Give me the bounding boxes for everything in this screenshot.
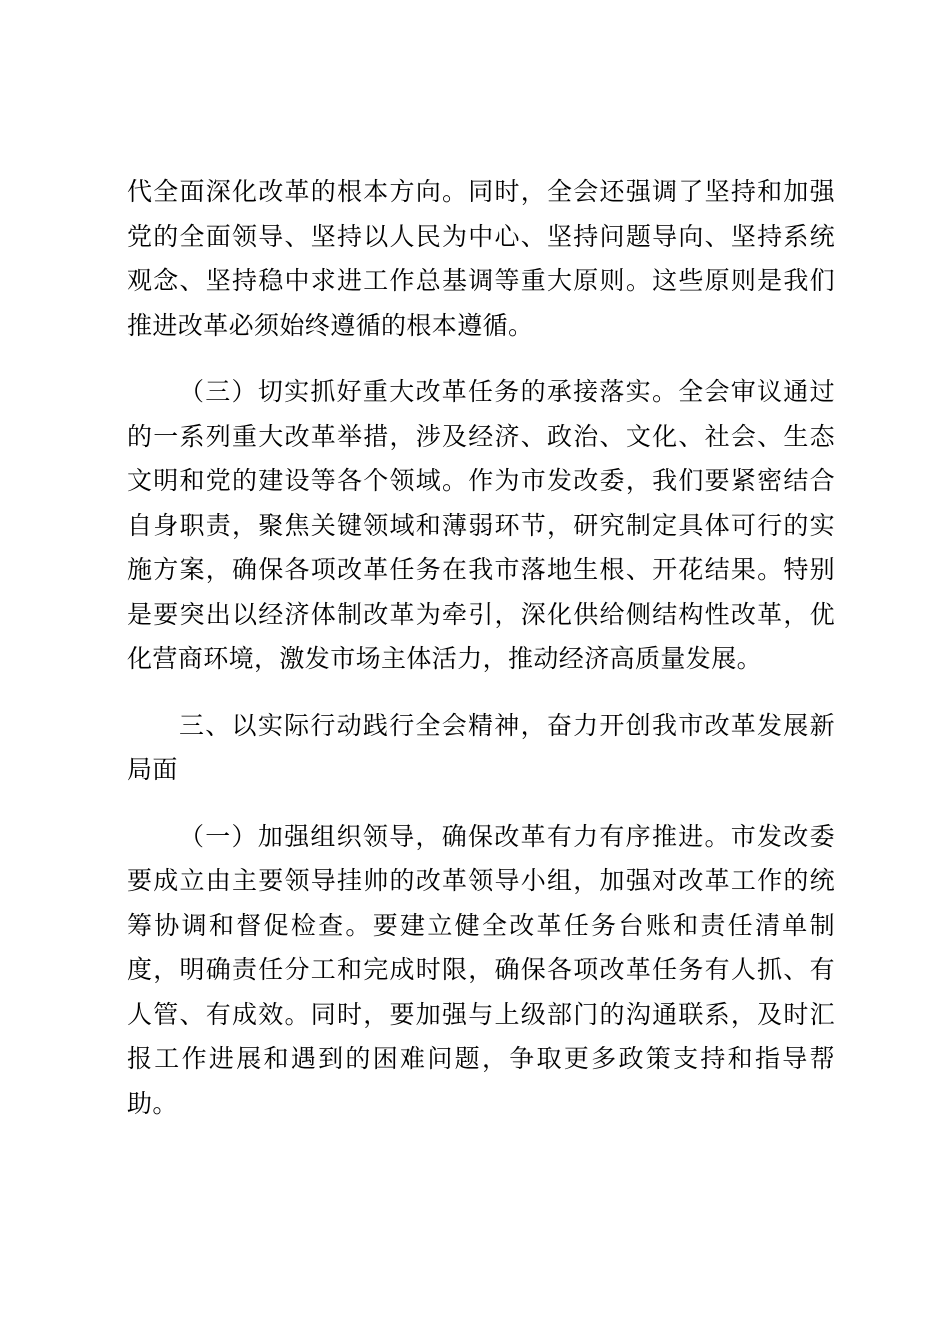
paragraph-section-three-item-three: （三）切实抓好重大改革任务的承接落实。全会审议通过的一系列重大改革举措，涉及经济、政治、文化、社会、生态文明和党的建设等各个领域。作为市发改委，我们要紧密结合自身职责，聚焦关键领域和薄弱环节，研究制定具体可行的实施方案，确保各项改革任务在我市落地生根、开花结果。特别是要突出以经济体制改革为牵引，深化供给侧结构性改革，优化营商环境，激发市场主体活力，推动经济高质量发展。 [127, 377, 835, 673]
paragraph-gap [127, 348, 835, 370]
paragraph-principles: 代全面深化改革的根本方向。同时，全会还强调了坚持和加强党的全面领导、坚持以人民为中心、坚持问题导向、坚持系统观念、坚持稳中求进工作总基调等重大原则。这些原则是我们推进改革必须始终遵循的根本遵循。 [127, 177, 835, 340]
paragraph-gap [127, 682, 835, 704]
paragraph-gap [127, 793, 835, 815]
section-heading-three: 三、以实际行动践行全会精神，奋力开创我市改革发展新局面 [127, 710, 835, 784]
paragraph-organization-leadership: （一）加强组织领导，确保改革有力有序推进。市发改委要成立由主要领导挂帅的改革领导小组，加强对改革工作的统筹协调和督促检查。要建立健全改革任务台账和责任清单制度，明确责任分工和完成时限，确保各项改革任务有人抓、有人管、有成效。同时，要加强与上级部门的沟通联系，及时汇报工作进展和遇到的困难问题，争取更多政策支持和指导帮助。 [127, 821, 835, 1118]
document-page [127, 170, 835, 1126]
